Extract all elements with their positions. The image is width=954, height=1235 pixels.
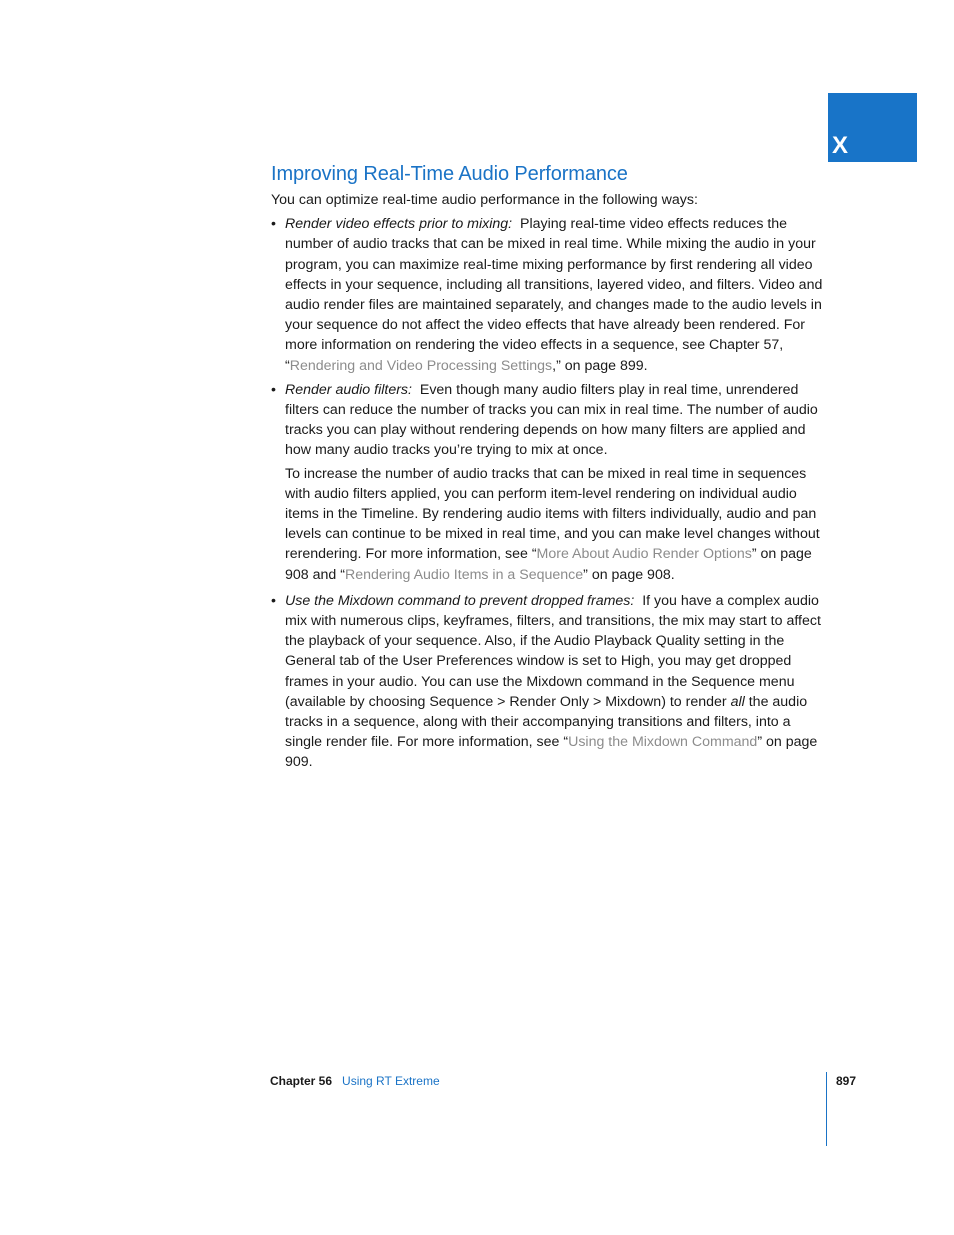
item-text: Even though many audio filters play in real time, unrendered filters can reduce the number of tracks you can mix in real time. The number of audio tracks you can play without rendering depends on how many filters are applied and how many audio tracks you’re trying to mix at once. xyxy=(285,381,818,459)
item-text-mid: the audio tracks in a sequence, along with their accompanying transitions and filters, into a single render file. For more information, see “ xyxy=(285,693,808,751)
item-lead: Render audio filters: xyxy=(285,381,412,398)
page-footer xyxy=(270,1072,440,1090)
cross-reference-link[interactable]: Rendering and Video Processing Settings xyxy=(289,357,553,374)
section-tab-letter: X xyxy=(832,132,849,159)
subparagraph-text-mid: ” on page 908 and “ xyxy=(285,546,812,583)
section-tab-marker xyxy=(828,93,917,162)
footer-divider xyxy=(826,1072,827,1146)
bullet-icon: • xyxy=(271,592,276,609)
footer-chapter-label: Chapter 56 xyxy=(270,1074,333,1088)
subparagraph-text-end: ” on page 908. xyxy=(583,566,675,583)
list-item xyxy=(271,591,831,773)
cross-reference-link[interactable]: Using the Mixdown Command xyxy=(568,734,758,751)
bullet-icon: • xyxy=(271,381,276,398)
list-item xyxy=(271,380,831,585)
page-content xyxy=(271,160,831,777)
item-emphasis: all xyxy=(730,693,745,710)
subparagraph-text: To increase the number of audio tracks that can be mixed in real time in sequences with audio filters applied, you can perform item-level rendering on individual audio items in the Timeline. By rendering audio items with filters individually, audio and pan levels can continue to be mixed in real time, and you can make level changes without rerendering. For more information, see “ xyxy=(285,465,820,563)
item-text-end: ,” on page 899. xyxy=(552,357,648,374)
item-lead: Render video effects prior to mixing: xyxy=(285,216,513,233)
item-text-end: ” on page 909. xyxy=(285,734,818,771)
section-heading: Improving Real-Time Audio Performance xyxy=(271,163,628,185)
item-lead: Use the Mixdown command to prevent dropped frames: xyxy=(285,592,635,609)
tips-list xyxy=(271,214,831,772)
cross-reference-link[interactable]: Rendering Audio Items in a Sequence xyxy=(344,566,584,583)
bullet-icon: • xyxy=(271,216,276,233)
item-subparagraph xyxy=(285,464,831,585)
list-item xyxy=(271,214,831,376)
item-text: Playing real-time video effects reduces the number of audio tracks that can be mixed in real time. While mixing the audio in your program, you can maximize real-time mixing performance by first rendering all video effects in your sequence, including all transitions, layered video, and filters. Video and audio render files are maintained separately, and changes made to the audio levels in your sequence do not affect the video effects that have already been rendered. For more information on rendering the video effects in a sequence, see Chapter 57, “ xyxy=(285,216,823,374)
footer-chapter-title[interactable]: Using RT Extreme xyxy=(342,1074,440,1088)
page-number: 897 xyxy=(836,1074,857,1088)
cross-reference-link[interactable]: More About Audio Render Options xyxy=(536,546,752,563)
item-text: If you have a complex audio mix with numerous clips, keyframes, filters, and transitions, the mix may start to affect the playback of your sequence. Also, if the Audio Playback Quality setting in the General tab of the User Preferences window is set to High, you may get dropped frames in your audio. You can use the Mixdown command in the Sequence menu (available by choosing Sequence > Render Only > Mixdown) to render xyxy=(285,592,821,710)
section-intro: You can optimize real-time audio performance in the following ways: xyxy=(271,192,698,208)
